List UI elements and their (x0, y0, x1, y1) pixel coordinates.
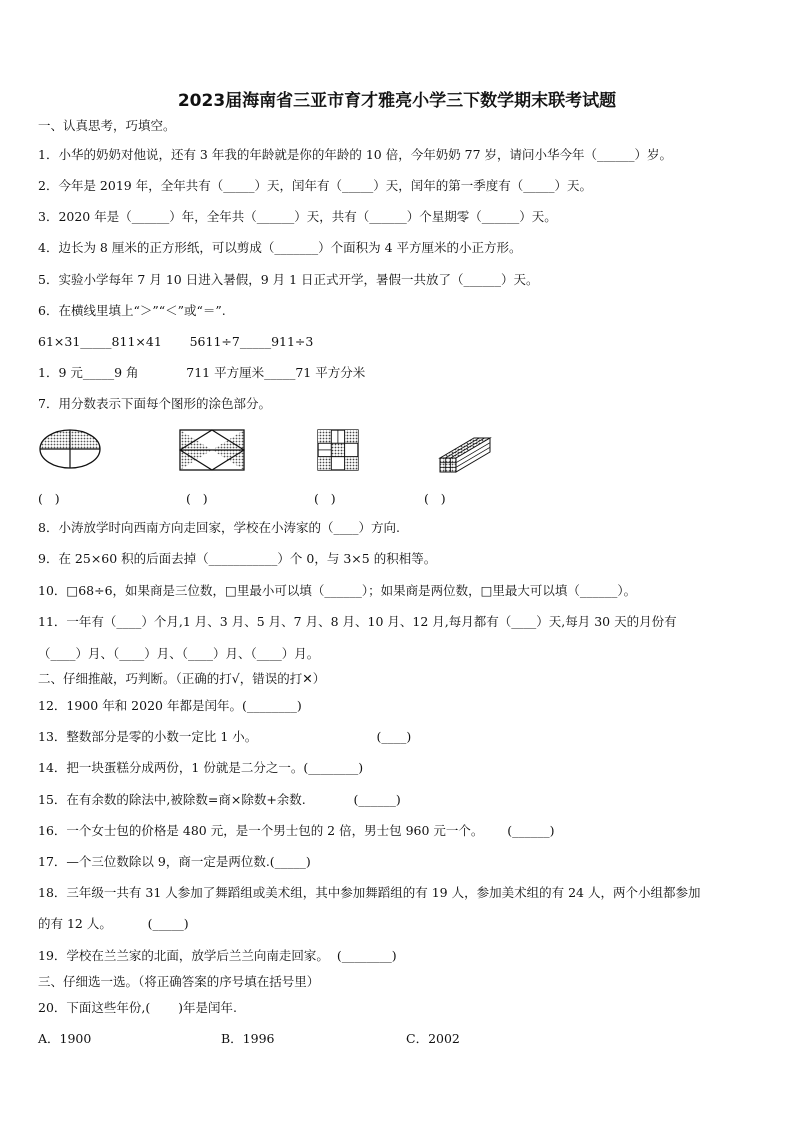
question-13: 13．整数部分是零的小数一定比 1 小。 (____) (38, 729, 412, 744)
question-5: 5．实验小学每年 7 月 10 日进入暑假，9 月 1 日正式开学，暑假一共放了（______）天。 (38, 272, 539, 287)
question-6-row-a: 61×31_____811×41 5611÷7_____911÷3 (38, 334, 314, 349)
question-9: 9．在 25×60 积的后面去掉（___________）个 0，与 3×5 的积相等。 (38, 551, 437, 566)
question-6-row-b: 1．9 元_____9 角 711 平方厘米_____71 平方分米 (38, 365, 366, 380)
question-17: 17．—个三位数除以 9，商一定是两位数.(_____) (38, 854, 311, 869)
grid-square-figure (316, 428, 360, 472)
question-3: 3．2020 年是（______）年，全年共（______）天，共有（______）个星期零（______）天。 (38, 209, 557, 224)
question-11-line-1: 11．一年有（____）个月,1 月、3 月、5 月、7 月、8 月、10 月、12 月,每月都有（____）天,每月 30 天的月份有 (38, 614, 677, 629)
ellipse-quarters-figure (38, 428, 102, 470)
page-title: 2023届海南省三亚市育才雅亮小学三下数学期末联考试题 (177, 91, 617, 111)
question-18-line-2: 的有 12 人。 (_____) (38, 916, 189, 931)
question-4: 4．边长为 8 厘米的正方形纸，可以剪成（_______）个面积为 4 平方厘米的小正方形。 (38, 240, 522, 255)
question-12: 12．1900 年和 2020 年都是闰年。(________) (38, 698, 302, 713)
figure-1-answer-blank[interactable]: ( ) (38, 491, 60, 506)
question-10: 10．□68÷6，如果商是三位数，□里最小可以填（______）；如果商是两位数，□里最大可以填（______）。 (38, 583, 637, 598)
question-18-line-1: 18．三年级一共有 31 人参加了舞蹈组或美术组，其中参加舞蹈组的有 19 人，参加美术组的有 24 人，两个小组都参加 (38, 885, 701, 900)
option-c[interactable]: C．2002 (406, 1031, 460, 1046)
question-6: 6．在横线里填上“＞”“＜”或“＝”. (38, 303, 226, 318)
section-2-heading: 二、仔细推敲，巧判断。（正确的打√，错误的打✕） (38, 671, 326, 686)
figure-2-answer-blank[interactable]: ( ) (186, 491, 208, 506)
stacked-bars-figure (436, 436, 494, 476)
question-11-line-2: （____）月、（____）月、（____）月、（____）月。 (38, 646, 320, 661)
section-1-heading: 一、认真思考，巧填空。 (38, 118, 176, 133)
rectangle-rhombus-figure (178, 428, 246, 472)
figure-3-answer-blank[interactable]: ( ) (314, 491, 336, 506)
option-a[interactable]: A．1900 (38, 1031, 92, 1046)
question-1: 1．小华的奶奶对他说，还有 3 年我的年龄就是你的年龄的 10 倍，今年奶奶 77 岁，请问小华今年（______）岁。 (38, 147, 673, 162)
option-b[interactable]: B．1996 (221, 1031, 275, 1046)
question-2: 2．今年是 2019 年，全年共有（_____）天，闰年有（_____）天，闰年的第一季度有（_____）天。 (38, 178, 592, 193)
question-7: 7．用分数表示下面每个图形的涂色部分。 (38, 396, 271, 411)
figure-4-answer-blank[interactable]: ( ) (424, 491, 446, 506)
question-19: 19．学校在兰兰家的北面，放学后兰兰向南走回家。 (________) (38, 948, 397, 963)
section-3-heading: 三、仔细选一选。（将正确答案的序号填在括号里） (38, 974, 320, 989)
question-20: 20．下面这些年份,( )年是闰年. (38, 1000, 237, 1015)
question-14: 14．把一块蛋糕分成两份，1 份就是二分之一。(________) (38, 760, 364, 775)
question-15: 15．在有余数的除法中,被除数=商×除数+余数. (______) (38, 792, 401, 807)
question-8: 8．小涛放学时向西南方向走回家，学校在小涛家的（____）方向. (38, 520, 400, 535)
question-16: 16．一个女士包的价格是 480 元，是一个男士包的 2 倍，男士包 960 元一个。 (______) (38, 823, 555, 838)
